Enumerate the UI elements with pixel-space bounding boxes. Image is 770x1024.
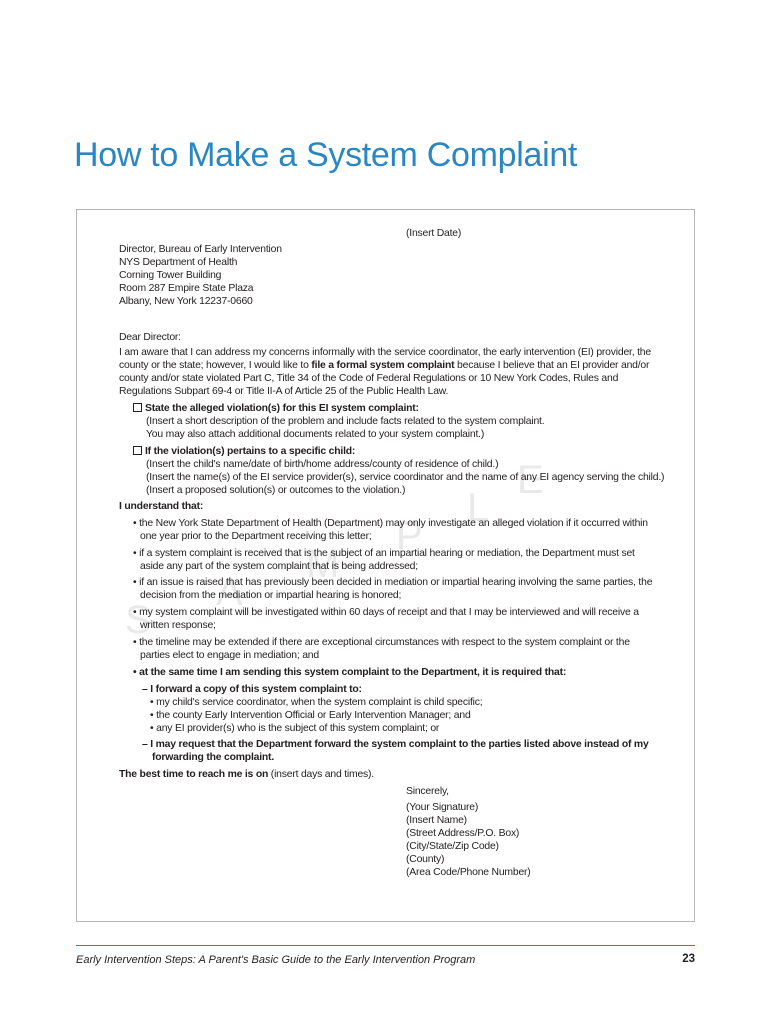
bullet-line: • my system complaint will be investigated within 60 days of receipt and that I may be interviewed and will receive a — [133, 607, 639, 618]
bullet-line: aside any part of the system complaint that is being addressed; — [140, 561, 418, 572]
bullet-item — [133, 547, 635, 573]
address-line: Albany, New York 12237-0660 — [119, 296, 253, 307]
intro-line: I am aware that I can address my concerns informally with the service coordinator, the early intervention (EI) provider, the — [119, 347, 651, 358]
intro-text: county or the state; however, I would like to — [119, 360, 312, 371]
checkbox-item-child — [133, 445, 664, 497]
watermark-letter: A — [216, 570, 243, 614]
checkbox-label: If the violation(s) pertains to a specific child: — [145, 446, 356, 457]
signature-block — [406, 801, 531, 879]
footer-title: Early Intervention Steps: A Parent's Basic Guide to the Early Intervention Program — [76, 954, 476, 966]
address-line: Corning Tower Building — [119, 270, 222, 281]
sub-bullet-item: • the county Early Intervention Official or Early Intervention Manager; and — [150, 710, 471, 721]
closing: Sincerely, — [406, 786, 449, 797]
page-title: How to Make a System Complaint — [74, 136, 578, 174]
checkbox-item-violation — [133, 402, 544, 441]
sub-bullet-item: • any EI provider(s) who is the subject of this system complaint; or — [150, 723, 440, 734]
watermark-letter: M — [306, 542, 340, 586]
signature-line: (City/State/Zip Code) — [406, 841, 499, 852]
bullet-bold: • at the same time I am sending this system complaint to the Department, it is required that: — [133, 667, 567, 678]
best-time-label: The best time to reach me is on — [119, 769, 269, 780]
bullet-line: parties elect to engage in mediation; and — [140, 650, 319, 661]
checkbox-icon[interactable] — [133, 403, 142, 412]
address-line: Room 287 Empire State Plaza — [119, 283, 254, 294]
footer-divider — [76, 945, 695, 946]
sub-bullet-list — [150, 696, 482, 735]
page-number: 23 — [682, 953, 695, 965]
placeholder-line: You may also attach additional documents related to your system complaint.) — [146, 429, 485, 440]
bullet-line: • if an issue is raised that has previously been decided in mediation or impartial hearing involving the same parties, the — [133, 577, 653, 588]
bullet-item — [133, 576, 652, 602]
intro-bold-text: file a formal system complaint — [311, 360, 455, 371]
bullet-line: • if a system complaint is received that is the subject of an impartial hearing or mediation, the Department must set — [133, 548, 635, 559]
intro-line — [119, 359, 651, 372]
insert-date: (Insert Date) — [406, 228, 462, 239]
bullet-line: written response; — [140, 620, 216, 631]
address-line: Director, Bureau of Early Intervention — [119, 244, 282, 255]
intro-line: county and/or state violated Part C, Title 34 of the Code of Federal Regulations or 10 New York Codes, Rules and — [119, 373, 619, 384]
intro-text: because I believe that an EI provider and/or — [454, 360, 650, 371]
dash-item-request — [142, 738, 649, 764]
bullet-line: one year prior to the Department receiving this letter; — [140, 531, 372, 542]
intro-line: Regulations Subpart 69-4 or Title II-A of Article 25 of the Public Health Law. — [119, 386, 449, 397]
signature-line: (Area Code/Phone Number) — [406, 867, 531, 878]
dash-item-forward: – I forward a copy of this system complaint to: — [142, 684, 362, 695]
watermark-letter: P — [396, 514, 423, 558]
placeholder-line: (Insert a short description of the problem and include facts related to the system complaint. — [146, 416, 545, 427]
watermark-letter: L — [467, 486, 490, 530]
sub-bullet-item: • my child's service coordinator, when the system complaint is child specific; — [150, 697, 483, 708]
checkbox-label: State the alleged violation(s) for this EI system complaint: — [145, 403, 419, 414]
bullet-line: • the timeline may be extended if there are exceptional circumstances with respect to the system complaint or the — [133, 637, 630, 648]
address-line: NYS Department of Health — [119, 257, 238, 268]
intro-paragraph — [119, 346, 651, 398]
salutation: Dear Director: — [119, 332, 181, 343]
signature-line: (Street Address/P.O. Box) — [406, 828, 520, 839]
placeholder-line: (Insert the name(s) of the EI service provider(s), service coordinator and the name of any EI agency serving the child.) — [146, 472, 665, 483]
best-time-placeholder: (insert days and times). — [268, 769, 374, 780]
signature-line: (County) — [406, 854, 445, 865]
sample-letter-box — [76, 209, 695, 922]
bullet-line: decision from the mediation or impartial hearing is honored; — [140, 590, 402, 601]
watermark-letter: E — [517, 458, 544, 502]
bullet-item — [133, 636, 630, 662]
best-time-line — [119, 768, 374, 781]
watermark-letter: S — [125, 598, 152, 642]
placeholder-line: (Insert a proposed solution(s) or outcomes to the violation.) — [146, 485, 406, 496]
checkbox-icon[interactable] — [133, 446, 142, 455]
signature-line: (Insert Name) — [406, 815, 467, 826]
dash-line: forwarding the complaint. — [152, 752, 275, 763]
understand-heading: I understand that: — [119, 501, 204, 512]
dash-line: – I may request that the Department forward the system complaint to the parties listed above instead of my — [142, 739, 649, 750]
bullet-line: • the New York State Department of Health (Department) may only investigate an alleged violation if it occurred within — [133, 518, 648, 529]
recipient-address — [119, 243, 282, 308]
placeholder-line: (Insert the child's name/date of birth/home address/county of residence of child.) — [146, 459, 499, 470]
signature-line: (Your Signature) — [406, 802, 479, 813]
bullet-item — [133, 517, 648, 543]
bullet-item — [133, 606, 639, 632]
